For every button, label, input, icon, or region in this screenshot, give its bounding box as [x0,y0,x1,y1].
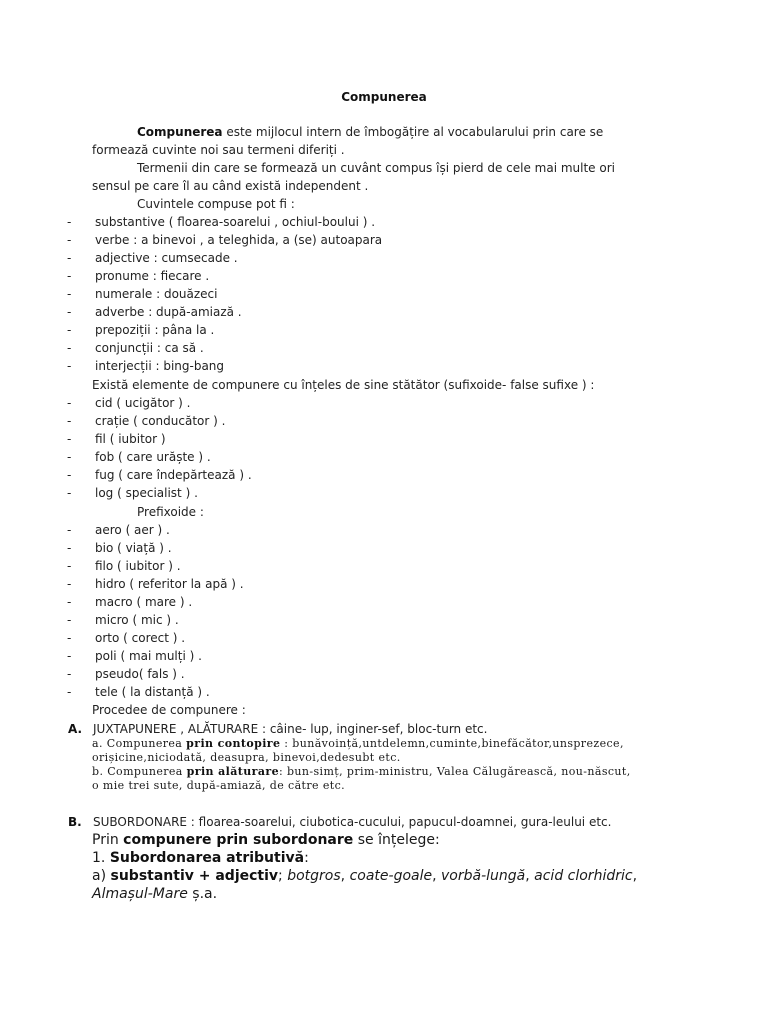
example-separator: , [632,868,638,884]
example-label: a) [92,868,111,884]
sub-b-examples: : bun-simț, prim-ministru, Valea Călugărească, nou-născut, [278,765,631,778]
list-item-text: orto ( corect ) . [95,631,186,645]
list-bullet: - [67,323,72,337]
section-a-sub-b-line-2: o mie trei sute, după-amiază, de către etc. [92,779,346,792]
section-b-subheading [92,849,309,867]
example-word: Almașul-Mare [92,886,188,902]
section-a-sub-a-line-2: orișicine,niciodată, deasupra, binevoi,dedesubt etc. [92,751,401,764]
list-bullet: - [67,523,72,537]
example-word: coate-goale [349,868,433,884]
list-bullet: - [67,215,72,229]
intro-paragraph-1-line-1 [137,123,603,141]
sub-a-examples: : bunăvoință,untdelemn,cuminte,binefăcător,unsprezece, [280,737,624,750]
example-pattern: substantiv + adjectiv [110,868,279,884]
intro-paragraph-2-line-1: Termenii din care se formează un cuvânt compus își pierd de cele mai multe ori [137,161,615,175]
list-bullet: - [67,577,72,591]
list-item-text: tele ( la distanță ) . [95,685,210,699]
sub-b-term: prin alăturare [186,765,279,778]
list-bullet: - [67,269,72,283]
list-item [0,430,768,448]
definition-text: se înțelege: [353,832,440,848]
list-item-text: substantive ( floarea-soarelui , ochiul-boului ) . [95,215,376,229]
example-word: vorbă-lungă [441,868,526,884]
intro-paragraph-1-line-2: formează cuvinte noi sau termeni diferiți . [92,143,345,157]
section-a-marker: A. [68,722,83,736]
list-bullet: - [67,450,72,464]
list-item-text: pronume : fiecare . [95,269,210,283]
list-bullet: - [67,613,72,627]
list-item [0,521,768,539]
list-item [0,231,768,249]
list-bullet: - [67,432,72,446]
list-bullet: - [67,233,72,247]
list-item [0,249,768,267]
subheading-number: 1. [92,850,110,866]
list-item-text: fob ( care urăște ) . [95,450,211,464]
list-bullet: - [67,468,72,482]
list-item-text: cid ( ucigător ) . [95,396,191,410]
list-item-text: numerale : douăzeci [95,287,218,301]
page-title: Compunerea [341,90,427,104]
procedures-heading: Procedee de compunere : [92,703,246,717]
list-item [0,647,768,665]
list-bullet: - [67,251,72,265]
sub-b-prefix: b. Compunerea [92,765,187,778]
example-separator: , [525,868,535,884]
subheading-colon: : [304,850,309,866]
list-item [0,339,768,357]
section-b-example-line-2 [92,885,217,903]
list-item [0,285,768,303]
list-item [0,412,768,430]
sub-a-prefix: a. Compunerea [92,737,187,750]
list-item [0,575,768,593]
list-item-text: log ( specialist ) . [95,486,198,500]
list-item-text: hidro ( referitor la apă ) . [95,577,244,591]
list-item [0,629,768,647]
sub-a-term: prin contopire [186,737,281,750]
list-bullet: - [67,667,72,681]
prefixoids-heading: Prefixoide : [137,505,204,519]
section-a-sub-b-line-1 [92,765,631,779]
list-bullet: - [67,341,72,355]
list-item [0,213,768,231]
example-word: acid clorhidric [534,868,633,884]
list-bullet: - [67,541,72,555]
intro-paragraph-3: Cuvintele compuse pot fi : [137,197,295,211]
example-word: botgros [287,868,341,884]
list-item-text: bio ( viață ) . [95,541,172,555]
section-a-sub-a-line-1 [92,737,624,751]
list-bullet: - [67,396,72,410]
example-separator: , [432,868,442,884]
suffixoids-intro: Există elemente de compunere cu înțeles de sine stătător (sufixoide- false sufixe ) : [92,378,595,392]
list-item [0,466,768,484]
list-item-text: poli ( mai mulți ) . [95,649,202,663]
intro-text: este mijlocul intern de îmbogățire al vocabularului prin care se [222,125,604,139]
intro-paragraph-2-line-2: sensul pe care îl au când există independent . [92,179,369,193]
section-a-heading: JUXTAPUNERE , ALĂTURARE : câine- lup, inginer-sef, bloc-turn etc. [93,722,488,736]
list-item-text: macro ( mare ) . [95,595,193,609]
list-bullet: - [67,305,72,319]
list-item [0,303,768,321]
list-item-text: crație ( conducător ) . [95,414,226,428]
list-item-text: conjuncții : ca să . [95,341,204,355]
list-item [0,539,768,557]
list-item [0,683,768,701]
example-separator: ; [278,868,288,884]
list-item-text: aero ( aer ) . [95,523,170,537]
list-item [0,593,768,611]
list-item [0,394,768,412]
list-item [0,665,768,683]
definition-term: compunere prin subordonare [123,832,354,848]
list-bullet: - [67,631,72,645]
section-b [0,813,768,831]
list-bullet: - [67,287,72,301]
list-item [0,321,768,339]
list-item-text: prepoziții : pâna la . [95,323,215,337]
list-bullet: - [67,559,72,573]
section-b-definition [92,831,440,849]
section-a [0,720,768,738]
list-item-text: verbe : a binevoi , a teleghida, a (se) autoapara [95,233,383,247]
list-item [0,557,768,575]
example-separator: , [340,868,350,884]
list-item-text: interjecții : bing-bang [95,359,225,373]
example-etc: ș.a. [187,886,218,902]
list-item [0,357,768,375]
definition-text: Prin [92,832,124,848]
list-item-text: adjective : cumsecade . [95,251,238,265]
list-item [0,267,768,285]
section-b-example-line-1 [92,867,637,885]
list-bullet: - [67,359,72,373]
term-compunerea: Compunerea [137,125,223,139]
list-item-text: micro ( mic ) . [95,613,179,627]
list-bullet: - [67,486,72,500]
list-item [0,448,768,466]
list-item [0,611,768,629]
subheading-term: Subordonarea atributivă [109,850,305,866]
list-bullet: - [67,414,72,428]
list-item-text: fil ( iubitor ) [95,432,166,446]
list-item-text: adverbe : după-amiază . [95,305,242,319]
list-item-text: fug ( care îndepărtează ) . [95,468,252,482]
list-item [0,484,768,502]
list-bullet: - [67,595,72,609]
list-bullet: - [67,649,72,663]
list-bullet: - [67,685,72,699]
list-item-text: pseudo( fals ) . [95,667,185,681]
list-item-text: filo ( iubitor ) . [95,559,181,573]
section-b-heading: SUBORDONARE : floarea-soarelui, ciubotica-cucului, papucul-doamnei, gura-leului etc. [93,815,612,829]
section-b-marker: B. [68,815,82,829]
